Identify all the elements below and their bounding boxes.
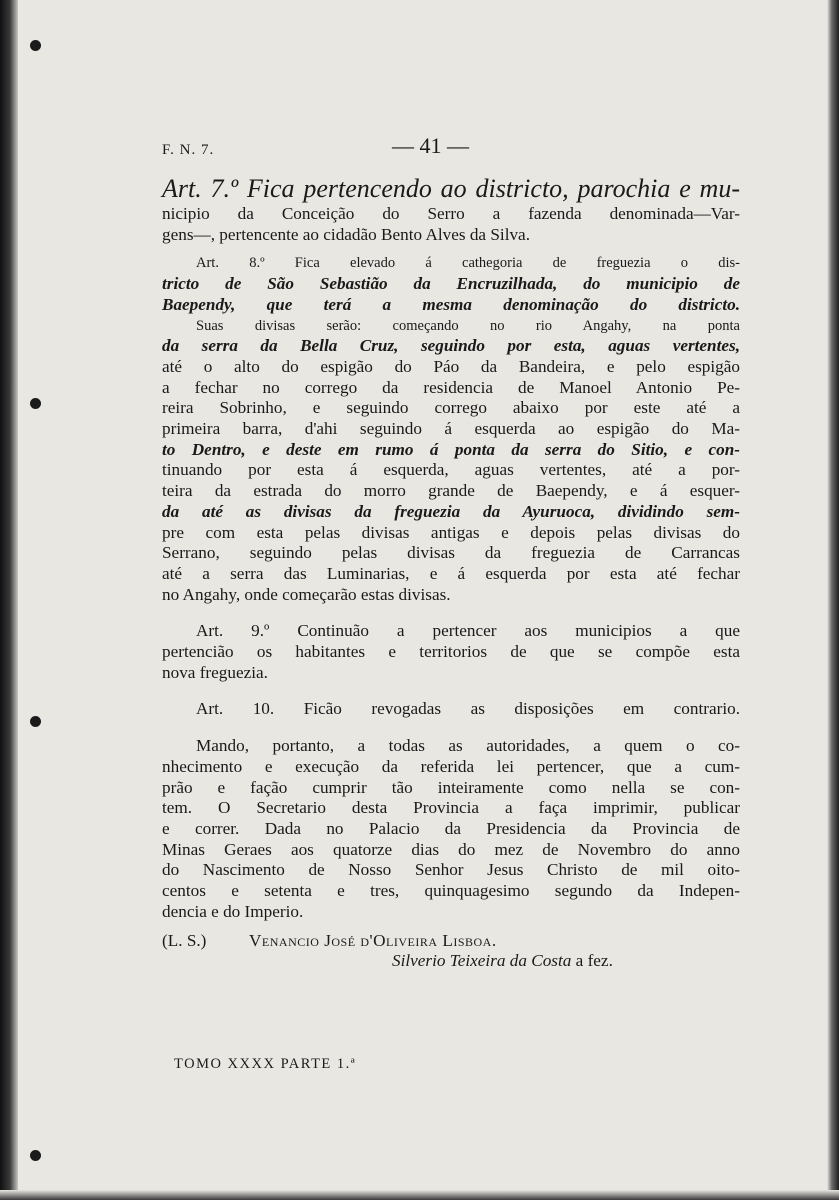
- page-header: [162, 133, 740, 166]
- article-9-line: Art. 9.º Continuão a pertencer aos municipios a que: [196, 621, 740, 641]
- volume-footer: TOMO XXXX PARTE 1.ª: [174, 1056, 357, 1072]
- article-8-line: no Angahy, onde começarão estas divisas.: [162, 584, 451, 604]
- enacting-line: nhecimento e execução da referida lei pertencer, que a cum-: [162, 756, 740, 776]
- article-8-line: até a serra das Luminarias, e á esquerda por esta até fechar: [162, 563, 740, 583]
- article-7-line: nicipio da Conceição do Serro a fazenda denominada—Var-: [162, 204, 740, 223]
- article-8-line: até o alto do espigão do Páo da Bandeira, e pelo espigão: [162, 356, 740, 376]
- article-8-line: da serra da Bella Cruz, seguindo por esta, aguas vertentes,: [162, 336, 740, 356]
- enacting-line: tem. O Secretario desta Provincia a faça imprimir, publicar: [162, 798, 740, 818]
- article-9: [162, 621, 740, 683]
- enacting-line: dencia e do Imperio.: [162, 901, 304, 921]
- article-9-line: nova freguezia.: [162, 662, 268, 682]
- punch-hole: [30, 1150, 41, 1161]
- article-7-line: gens—, pertencente ao cidadão Bento Alves da Silva.: [162, 224, 530, 244]
- page-text: [162, 133, 740, 1072]
- article-8: [162, 253, 740, 605]
- page-bottom-shadow: [0, 1190, 839, 1200]
- page-number: — 41 —: [392, 133, 469, 158]
- article-8-line: Serrano, seguindo pelas divisas da freguezia de Carrancas: [162, 543, 740, 563]
- article-8-line: Suas divisas serão: começando no rio Angahy, na ponta: [196, 317, 740, 334]
- secretary-signature: Silverio Teixeira da Costa: [392, 951, 572, 971]
- article-8-line: tinuando por esta á esquerda, aguas vertentes, até a por-: [162, 460, 740, 480]
- president-signature: Venancio José d'Oliveira Lisboa.: [249, 930, 497, 950]
- article-7-heading: Art. 7.º Fica pertencendo ao districto, parochia e mu-: [162, 174, 740, 203]
- secretary-line: [162, 951, 740, 972]
- article-8-line: pre com esta pelas divisas antigas e depois pelas divisas do: [162, 522, 740, 542]
- article-8-line: to Dentro, e deste em rumo á ponta da serra do Sitio, e con-: [162, 439, 740, 459]
- article-8-line: reira Sobrinho, e seguindo corrego abaixo por este até a: [162, 398, 740, 418]
- binding-shadow: [0, 0, 18, 1200]
- enacting-line: Minas Geraes aos quatorze dias do mez de Novembro do anno: [162, 839, 740, 859]
- article-8-line: tricto de São Sebastião da Encruzilhada, do municipio de: [162, 274, 740, 294]
- article-10: Art. 10. Ficão revogadas as disposições em contrario.: [196, 699, 740, 719]
- signature-line: [162, 931, 740, 952]
- seal-mark: (L. S.): [162, 930, 207, 950]
- punch-hole: [30, 40, 41, 51]
- enacting-line: prão e fação cumprir tão inteiramente como nella se con-: [162, 777, 740, 797]
- page-edge-shadow: [827, 0, 839, 1200]
- article-8-line: Art. 8.º Fica elevado á cathegoria de freguezia o dis-: [196, 255, 740, 272]
- folio-mark: F. N. 7.: [162, 142, 215, 158]
- article-8-line: da até as divisas da freguezia da Ayuruoca, dividindo sem-: [162, 501, 740, 521]
- article-8-line: a fechar no corrego da residencia de Manoel Antonio Pe-: [162, 377, 740, 397]
- enacting-line: Mando, portanto, a todas as autoridades, a quem o co-: [196, 736, 740, 756]
- enacting-line: e correr. Dada no Palacio da Presidencia da Provincia de: [162, 818, 740, 838]
- enacting-line: do Nascimento de Nosso Senhor Jesus Christo de mil oito-: [162, 860, 740, 880]
- secretary-suffix: a fez.: [571, 951, 613, 971]
- punch-hole: [30, 398, 41, 409]
- article-8-line: teira da estrada do morro grande de Baependy, e á esquer-: [162, 481, 740, 501]
- enacting-clause: [162, 736, 740, 922]
- enacting-line: centos e setenta e tres, quinquagesimo segundo da Indepen-: [162, 881, 740, 901]
- article-8-line: Baependy, que terá a mesma denominação do districto.: [162, 294, 740, 314]
- article-9-line: pertencião os habitantes e territorios de que se compõe esta: [162, 642, 740, 662]
- article-7: [162, 176, 740, 245]
- article-8-line: primeira barra, d'ahi seguindo á esquerda ao espigão do Ma-: [162, 419, 740, 439]
- punch-hole: [30, 716, 41, 727]
